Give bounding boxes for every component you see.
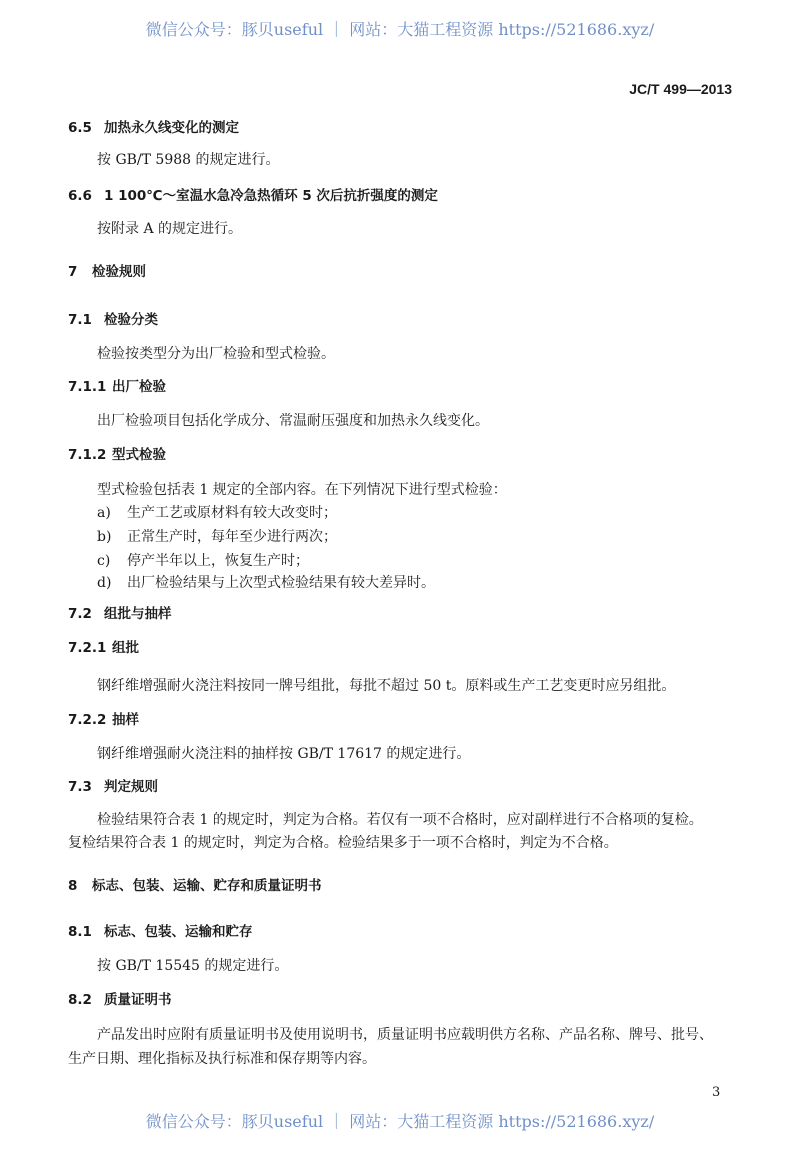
list-text: 停产半年以上，恢复生产时； [127, 553, 309, 569]
list-item [97, 528, 337, 546]
section-title: 出厂检验 [112, 379, 166, 395]
paragraph: 钢纤维增强耐火浇注料的抽样按 GB/T 17617 的规定进行。 [97, 746, 471, 762]
section-heading-7-3 [68, 778, 158, 796]
section-number: 8.1 [68, 924, 92, 940]
list-item [97, 504, 337, 522]
paragraph: 按 GB/T 15545 的规定进行。 [97, 958, 289, 974]
section-title: 标志、包装、运输和贮存 [104, 924, 253, 940]
section-heading-6-6 [68, 187, 438, 205]
section-heading-7-2 [68, 605, 172, 623]
list-marker: a) [97, 505, 111, 521]
section-heading-7-1-2 [68, 446, 166, 464]
list-item [97, 552, 309, 570]
section-number: 7.2.1 [68, 640, 107, 656]
section-heading-8-1 [68, 923, 253, 941]
paragraph: 钢纤维增强耐火浇注料按同一牌号组批，每批不超过 50 t。原料或生产工艺变更时应另组批。 [97, 678, 676, 694]
list-text: 生产工艺或原材料有较大改变时； [127, 505, 337, 521]
section-title: 型式检验 [112, 447, 166, 463]
section-number: 7 [68, 264, 78, 280]
paragraph: 检验结果符合表 1 的规定时，判定为合格。若仅有一项不合格时，应对副样进行不合格项的复检。 [97, 812, 703, 828]
paragraph: 产品发出时应附有质量证明书及使用说明书，质量证明书应载明供方名称、产品名称、牌号、批号、 [97, 1027, 713, 1043]
section-title: 抽样 [112, 712, 139, 728]
section-number: 7.3 [68, 779, 92, 795]
section-number: 6.6 [68, 188, 92, 204]
section-heading-7-1-1 [68, 378, 166, 396]
section-number: 8 [68, 878, 78, 894]
section-title: 组批 [112, 640, 139, 656]
list-marker: d) [97, 575, 112, 591]
list-item [97, 574, 435, 592]
section-title: 1 100℃～室温水急冷急热循环 5 次后抗折强度的测定 [104, 188, 438, 204]
section-number: 7.2 [68, 606, 92, 622]
section-number: 7.2.2 [68, 712, 107, 728]
section-heading-8 [68, 877, 322, 895]
section-title: 判定规则 [104, 779, 158, 795]
paragraph: 按附录 A 的规定进行。 [97, 221, 243, 237]
list-marker: c) [97, 553, 111, 569]
section-heading-7-2-1 [68, 639, 139, 657]
standard-code: JC/T 499—2013 [629, 81, 732, 97]
section-number: 8.2 [68, 992, 92, 1008]
paragraph: 型式检验包括表 1 规定的全部内容。在下列情况下进行型式检验： [97, 482, 507, 498]
watermark-bottom: 微信公众号：豚贝useful ｜ 网站：大猫工程资源 https://521686.xyz/ [145, 1112, 655, 1131]
section-number: 7.1.2 [68, 447, 107, 463]
section-heading-7 [68, 263, 146, 281]
section-title: 加热永久线变化的测定 [104, 120, 239, 136]
section-title: 检验分类 [104, 312, 158, 328]
watermark-top: 微信公众号：豚贝useful ｜ 网站：大猫工程资源 https://521686.xyz/ [145, 20, 655, 39]
section-heading-7-2-2 [68, 711, 139, 729]
list-text: 出厂检验结果与上次型式检验结果有较大差异时。 [127, 575, 435, 591]
section-title: 标志、包装、运输、贮存和质量证明书 [92, 878, 322, 894]
paragraph: 出厂检验项目包括化学成分、常温耐压强度和加热永久线变化。 [97, 413, 489, 429]
paragraph: 检验按类型分为出厂检验和型式检验。 [97, 346, 335, 362]
section-heading-7-1 [68, 311, 158, 329]
section-title: 质量证明书 [104, 992, 172, 1008]
section-title: 检验规则 [92, 264, 146, 280]
paragraph-continuation: 复检结果符合表 1 的规定时，判定为合格。检验结果多于一项不合格时，判定为不合格。 [68, 835, 618, 851]
paragraph-continuation: 生产日期、理化指标及执行标准和保存期等内容。 [68, 1051, 376, 1067]
section-number: 7.1.1 [68, 379, 107, 395]
section-title: 组批与抽样 [104, 606, 172, 622]
section-heading-8-2 [68, 991, 172, 1009]
paragraph: 按 GB/T 5988 的规定进行。 [97, 152, 280, 168]
section-number: 7.1 [68, 312, 92, 328]
list-text: 正常生产时，每年至少进行两次； [127, 529, 337, 545]
section-heading-6-5 [68, 119, 239, 137]
section-number: 6.5 [68, 120, 92, 136]
page-number: 3 [712, 1085, 721, 1100]
list-marker: b) [97, 529, 112, 545]
